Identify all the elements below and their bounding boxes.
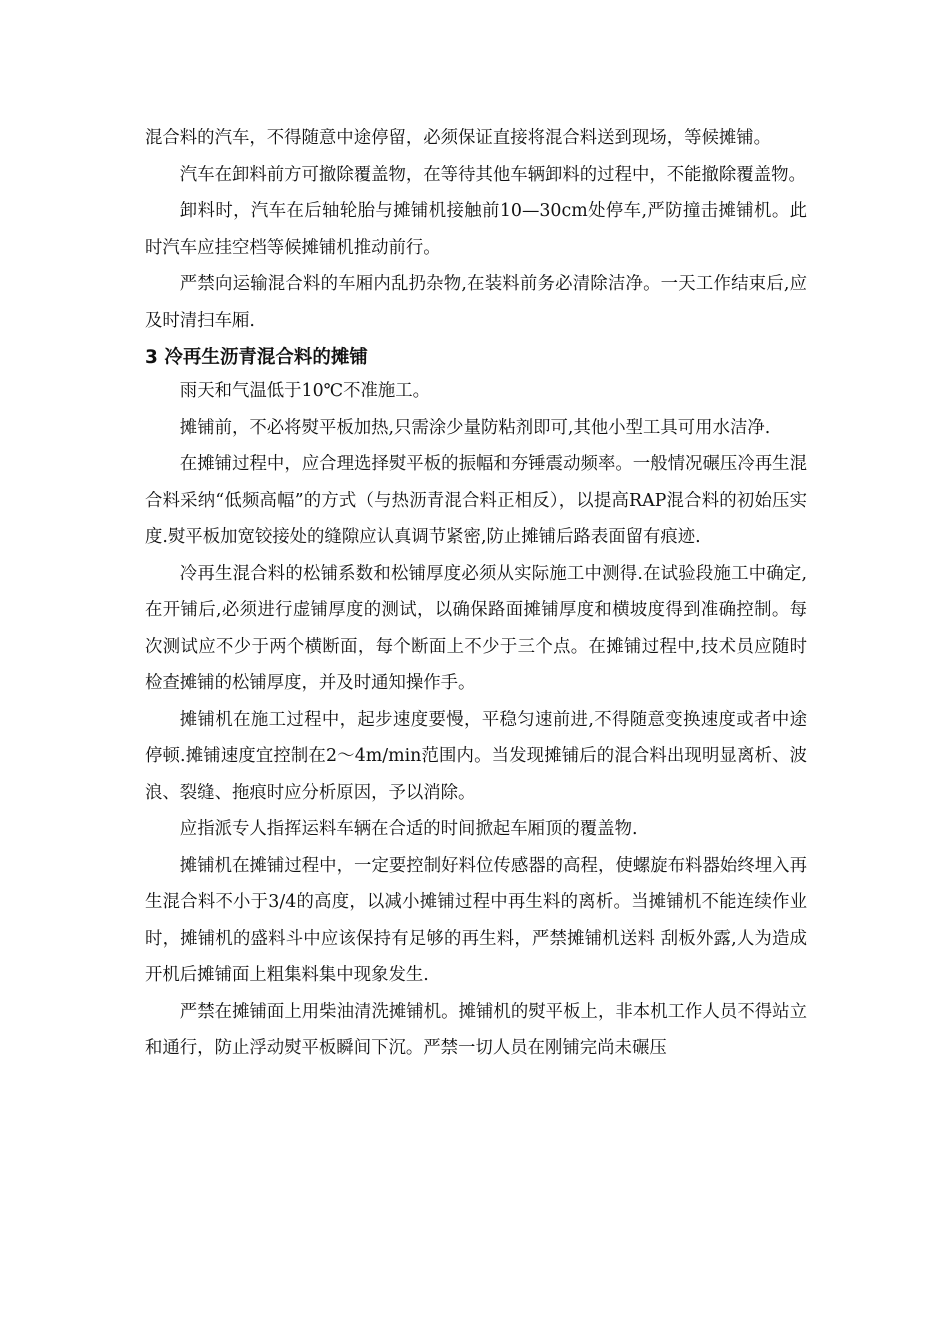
paragraph-loose-thickness: 冷再生混合料的松铺系数和松铺厚度必须从实际施工中测得.在试验段施工中确定,在开铺后,必须进行虚铺厚度的测试，以确保路面摊铺厚度和横坡度得到准确控制。每次测试应不少于两个横断面，每个断面上不少于三个点。在摊铺过程中,技术员应随时检查摊铺的松铺厚度，并及时通知操作手。 [145,563,807,693]
paragraph-cover-removal: 汽车在卸料前方可撤除覆盖物，在等待其他车辆卸料的过程中，不能撤除覆盖物。 [179,164,806,185]
paragraph-truck-transport: 混合料的汽车，不得随意中途停留，必须保证直接将混合料送到现场，等候摊铺。 [145,128,772,148]
document-body [145,120,807,1067]
paragraph-weather: 雨天和气温低于10℃不准施工。 [179,381,431,401]
paragraph-unloading: 卸料时，汽车在后轴轮胎与摊铺机接触前10—30cm处停车,严防撞击摊铺机。此时汽车应挂空档等候摊铺机推动前行。 [145,201,807,258]
paragraph-safety: 严禁在摊铺面上用柴油清洗摊铺机。摊铺机的熨平板上，非本机工作人员不得站立和通行，防止浮动熨平板瞬间下沉。严禁一切人员在刚铺完尚未碾压 [145,1001,807,1058]
paragraph-screed-preparation: 摊铺前，不必将熨平板加热,只需涂少量防粘剂即可,其他小型工具可用水洁净. [179,417,771,438]
paragraph-material-level: 摊铺机在摊铺过程中，一定要控制好料位传感器的高程，使螺旋布料器始终埋入再生混合料不小于3/4的高度，以减小摊铺过程中再生料的离析。当摊铺机不能连续作业时，摊铺机的盛料斗中应该保持有足够的再生料，严禁摊铺机送料 刮板外露,人为造成开机后摊铺面上粗集料集中现象发生. [145,855,807,985]
paragraph-paving-speed: 摊铺机在施工过程中，起步速度要慢，平稳匀速前进,不得随意变换速度或者中途停顿.摊铺速度宜控制在2～4m/min范围内。当发现摊铺后的混合料出现明显离析、波浪、裂缝、拖痕时应分析原因，予以消除。 [145,709,807,803]
paragraph-truck-cleaning: 严禁向运输混合料的车厢内乱扔杂物,在装料前务必清除洁净。一天工作结束后,应及时清扫车厢. [145,274,807,331]
paragraph-cover-lifting: 应指派专人指挥运料车辆在合适的时间掀起车厢顶的覆盖物. [179,819,638,839]
paragraph-vibration-settings: 在摊铺过程中，应合理选择熨平板的振幅和夯锤震动频率。一般情况碾压冷再生混合料采纳“低频高幅”的方式（与热沥青混合料正相反），以提高RAP混合料的初始压实度.熨平板加宽铰接处的缝隙应认真调节紧密,防止摊铺后路表面留有痕迹. [145,454,807,547]
section-heading: 3 冷再生沥青混合料的摊铺 [145,347,368,368]
